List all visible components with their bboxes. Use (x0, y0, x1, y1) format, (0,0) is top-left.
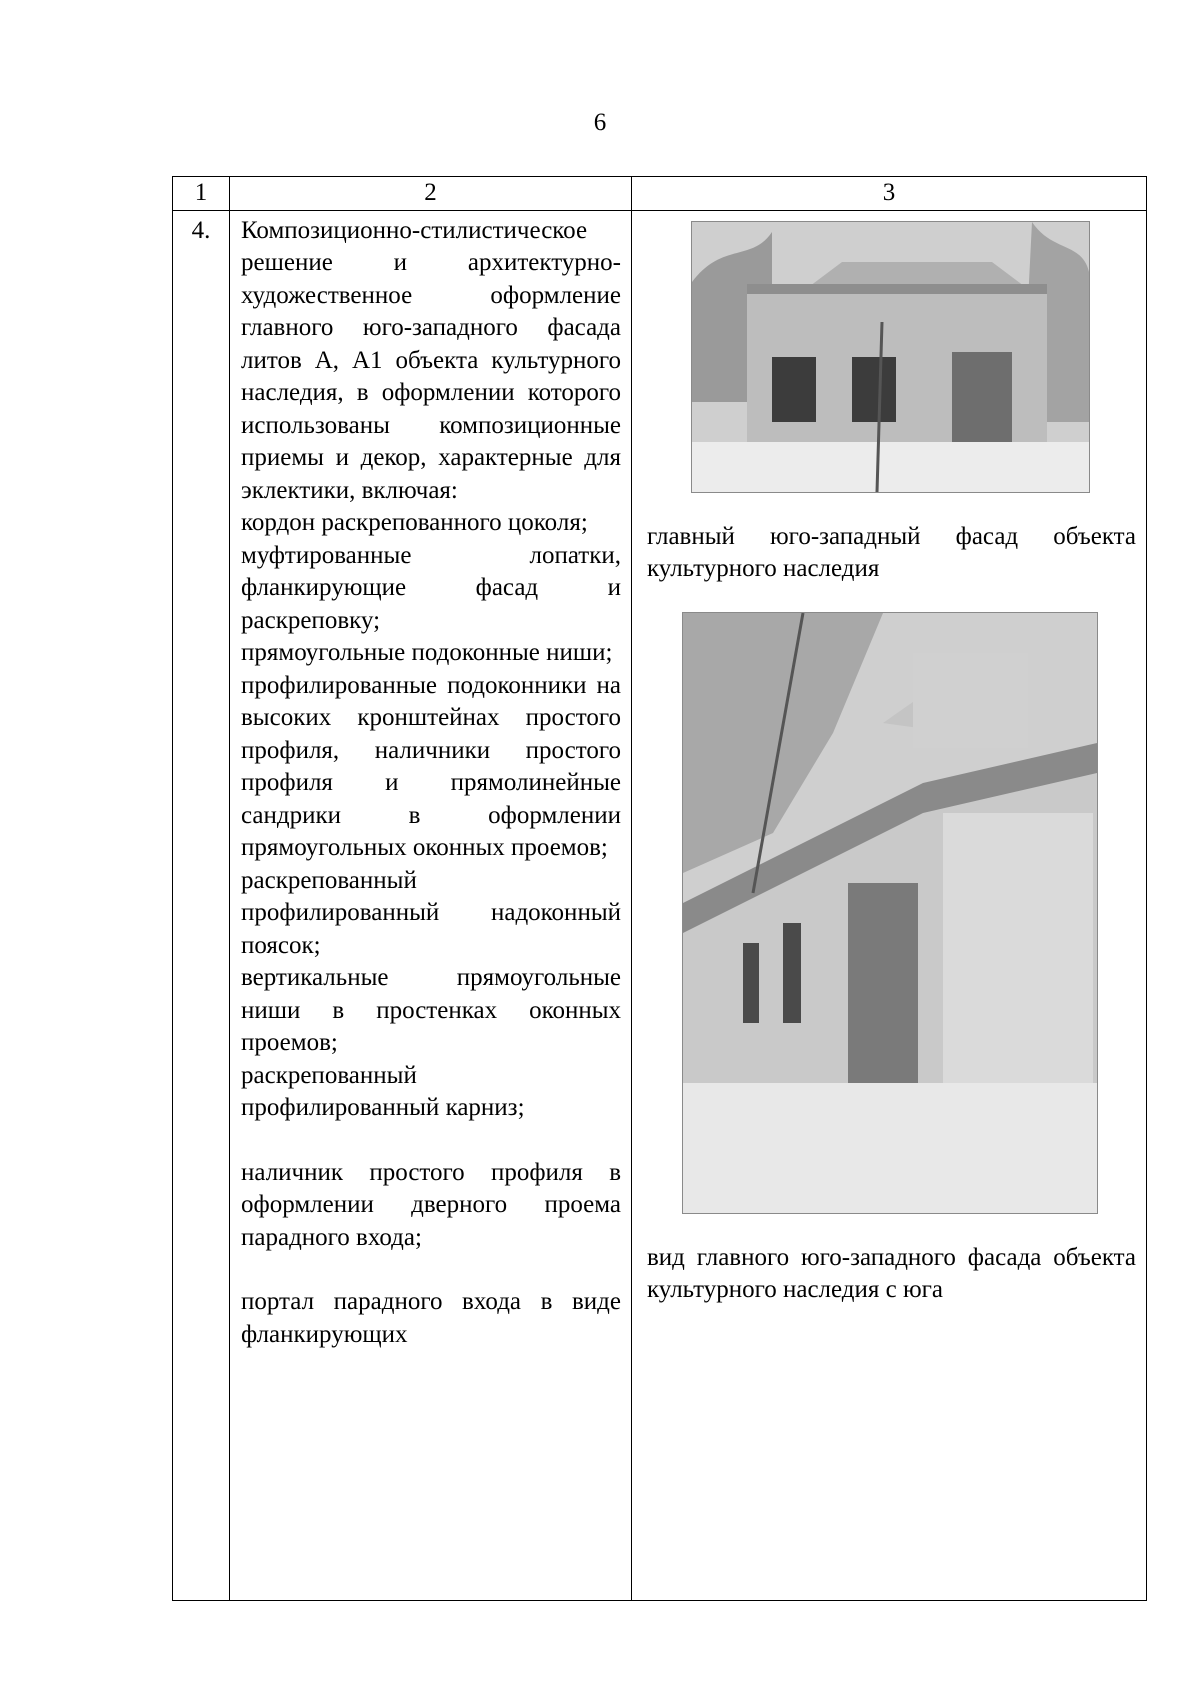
header-row (173, 177, 1147, 211)
description-paragraph (241, 215, 621, 508)
description-item: прямоугольные подоконные ниши; (241, 639, 613, 666)
photo-snow (692, 442, 1089, 492)
photo-pediment (913, 653, 1028, 748)
photo-cornice (747, 284, 1047, 294)
description-item: портал парадного входа в виде фланкирующих (241, 1288, 621, 1348)
photo-window (852, 357, 896, 422)
table-row (173, 210, 1147, 1600)
heritage-table (172, 176, 1147, 1601)
description-spacer (241, 1254, 621, 1286)
photo-caption-1: главный юго-западный фасад объекта культурного наследия (647, 522, 1136, 582)
photo-window (743, 943, 759, 1023)
description-item: раскрепованный профилированный надоконный поясок; (241, 866, 621, 959)
description-spacer (241, 1125, 621, 1157)
facade-photo-1 (691, 221, 1090, 493)
column-header-1: 1 (173, 177, 230, 211)
description-item: муфтированные лопатки, фланкирующие фасад и раскреповку; (241, 541, 621, 634)
description-item: вертикальные прямоугольные ниши в простенках оконных проемов; (241, 964, 621, 1056)
column-header-3: 3 (632, 177, 1147, 211)
column-header-2: 2 (230, 177, 632, 211)
row-number: 4. (173, 210, 230, 1600)
page-number: 6 (593, 109, 607, 136)
photo-door (952, 352, 1012, 442)
description-cell (230, 210, 632, 1600)
photo-snow (683, 1083, 1097, 1213)
photo-caption-2: вид главного юго-западного фасада объекта культурного наследия с юга (647, 1243, 1136, 1303)
photo-window (772, 357, 816, 422)
description-item: раскрепованный профилированный карниз; (241, 1061, 525, 1121)
description-item: кордон раскрепованного цоколя; (241, 509, 588, 536)
photo-window (783, 923, 801, 1023)
photo-door (848, 883, 918, 1113)
photo-cell (632, 210, 1147, 1600)
description-text: Композиционно-стилистическое решение и архитектурно-художественное оформление главного юго-западного фасада литов А, А1 объекта культурного наследия, в оформлении которого использованы композиционные приемы и декор, характерные для эклектики, включая: (241, 216, 621, 504)
facade-photo-2 (682, 612, 1098, 1214)
description-item: профилированные подоконники на высоких кронштейнах простого профиля, наличники простого профиля и прямолинейные сандрики в оформлении прямоугольных оконных проемов; (241, 671, 621, 861)
description-item: наличник простого профиля в оформлении дверного проема парадного входа; (241, 1158, 621, 1251)
